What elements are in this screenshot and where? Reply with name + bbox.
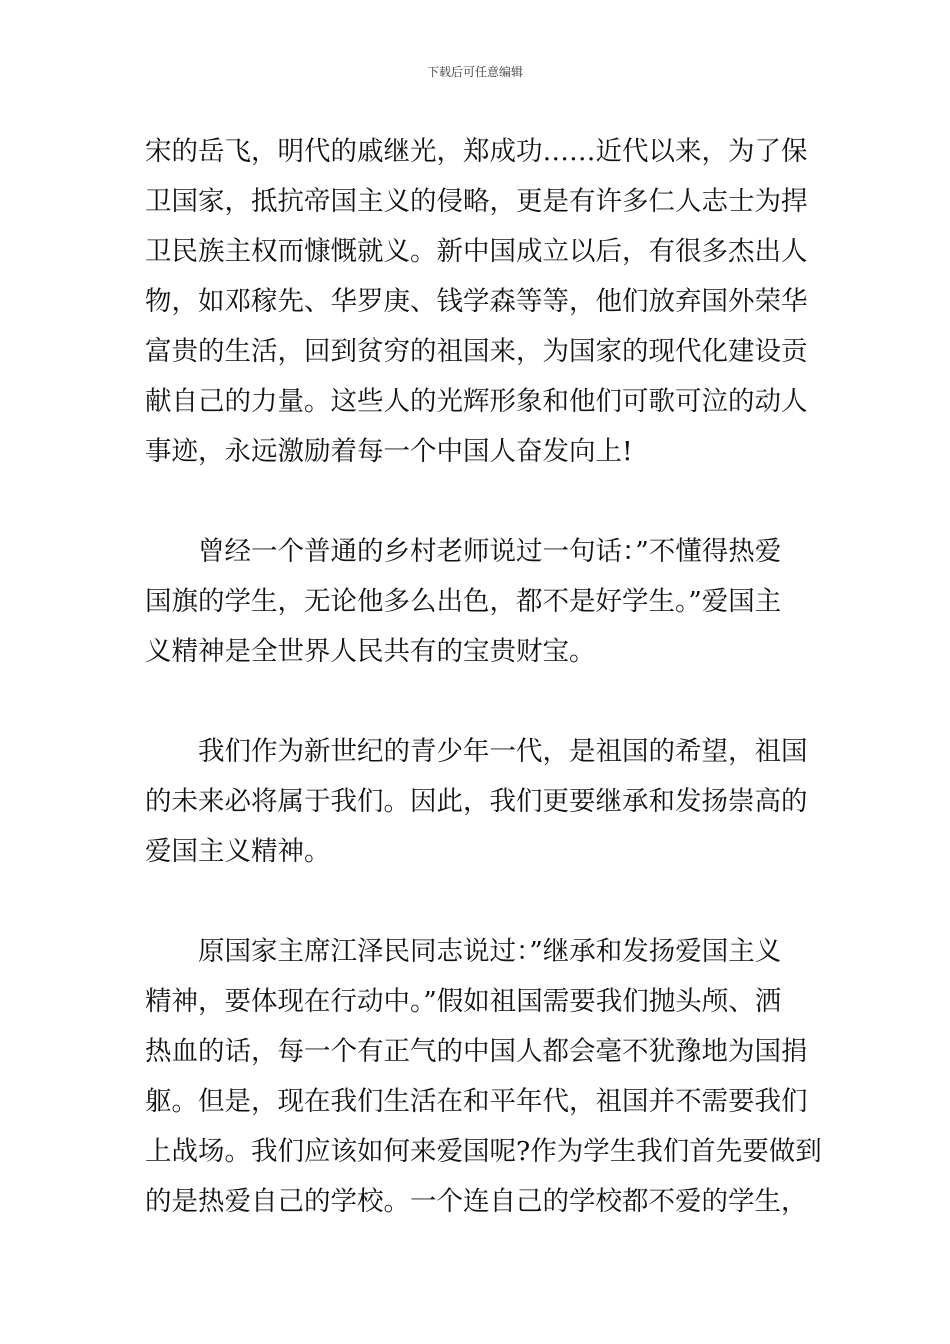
text-line: 卫国家，抵抗帝国主义的侵略，更是有许多仁人志士为捍 xyxy=(145,186,808,217)
text-line: 事迹，永远激励着每一个中国人奋发向上! xyxy=(145,436,633,467)
text-line: 富贵的生活，回到贫穷的祖国来，为国家的现代化建设贡 xyxy=(145,336,808,367)
paragraph-gap xyxy=(145,477,810,527)
text-line: 的是热爱自己的学校。一个连自己的学校都不爱的学生， xyxy=(145,1186,808,1217)
text-line: 物，如邓稼先、华罗庚、钱学森等等，他们放弃国外荣华 xyxy=(145,286,808,317)
paragraph-gap xyxy=(145,677,810,727)
text-line: 卫民族主权而慷慨就义。新中国成立以后，有很多杰出人 xyxy=(145,236,808,267)
text-line: 上战场。我们应该如何来爱国呢?作为学生我们首先要做到 xyxy=(145,1136,822,1167)
text-line: 精神，要体现在行动中。”假如祖国需要我们抛头颅、洒 xyxy=(145,986,782,1017)
text-line: 躯。但是，现在我们生活在和平年代，祖国并不需要我们 xyxy=(145,1086,808,1117)
paragraph xyxy=(145,127,810,477)
text-line: 我们作为新世纪的青少年一代，是祖国的希望，祖国 xyxy=(145,736,808,767)
page-header: 下载后可任意编辑 xyxy=(426,65,523,79)
paragraph xyxy=(145,527,810,677)
text-line: 献自己的力量。这些人的光辉形象和他们可歌可泣的动人 xyxy=(145,386,808,417)
paragraph xyxy=(145,727,810,877)
text-line: 爱国主义精神。 xyxy=(145,836,331,867)
paragraph xyxy=(145,927,822,1227)
text-line: 曾经一个普通的乡村老师说过一句话：”不懂得热爱 xyxy=(145,536,782,567)
paragraph-gap xyxy=(145,877,810,927)
text-line: 热血的话，每一个有正气的中国人都会毫不犹豫地为国捐 xyxy=(145,1036,808,1067)
text-line: 义精神是全世界人民共有的宝贵财宝。 xyxy=(145,636,596,667)
text-line: 的未来必将属于我们。因此，我们更要继承和发扬崇高的 xyxy=(145,786,808,817)
document-body xyxy=(145,127,822,1227)
text-line: 宋的岳飞，明代的戚继光，郑成功……近代以来，为了保 xyxy=(145,136,808,167)
text-line: 国旗的学生，无论他多么出色，都不是好学生。”爱国主 xyxy=(145,586,782,617)
text-line: 原国家主席江泽民同志说过：”继承和发扬爱国主义 xyxy=(145,936,782,967)
